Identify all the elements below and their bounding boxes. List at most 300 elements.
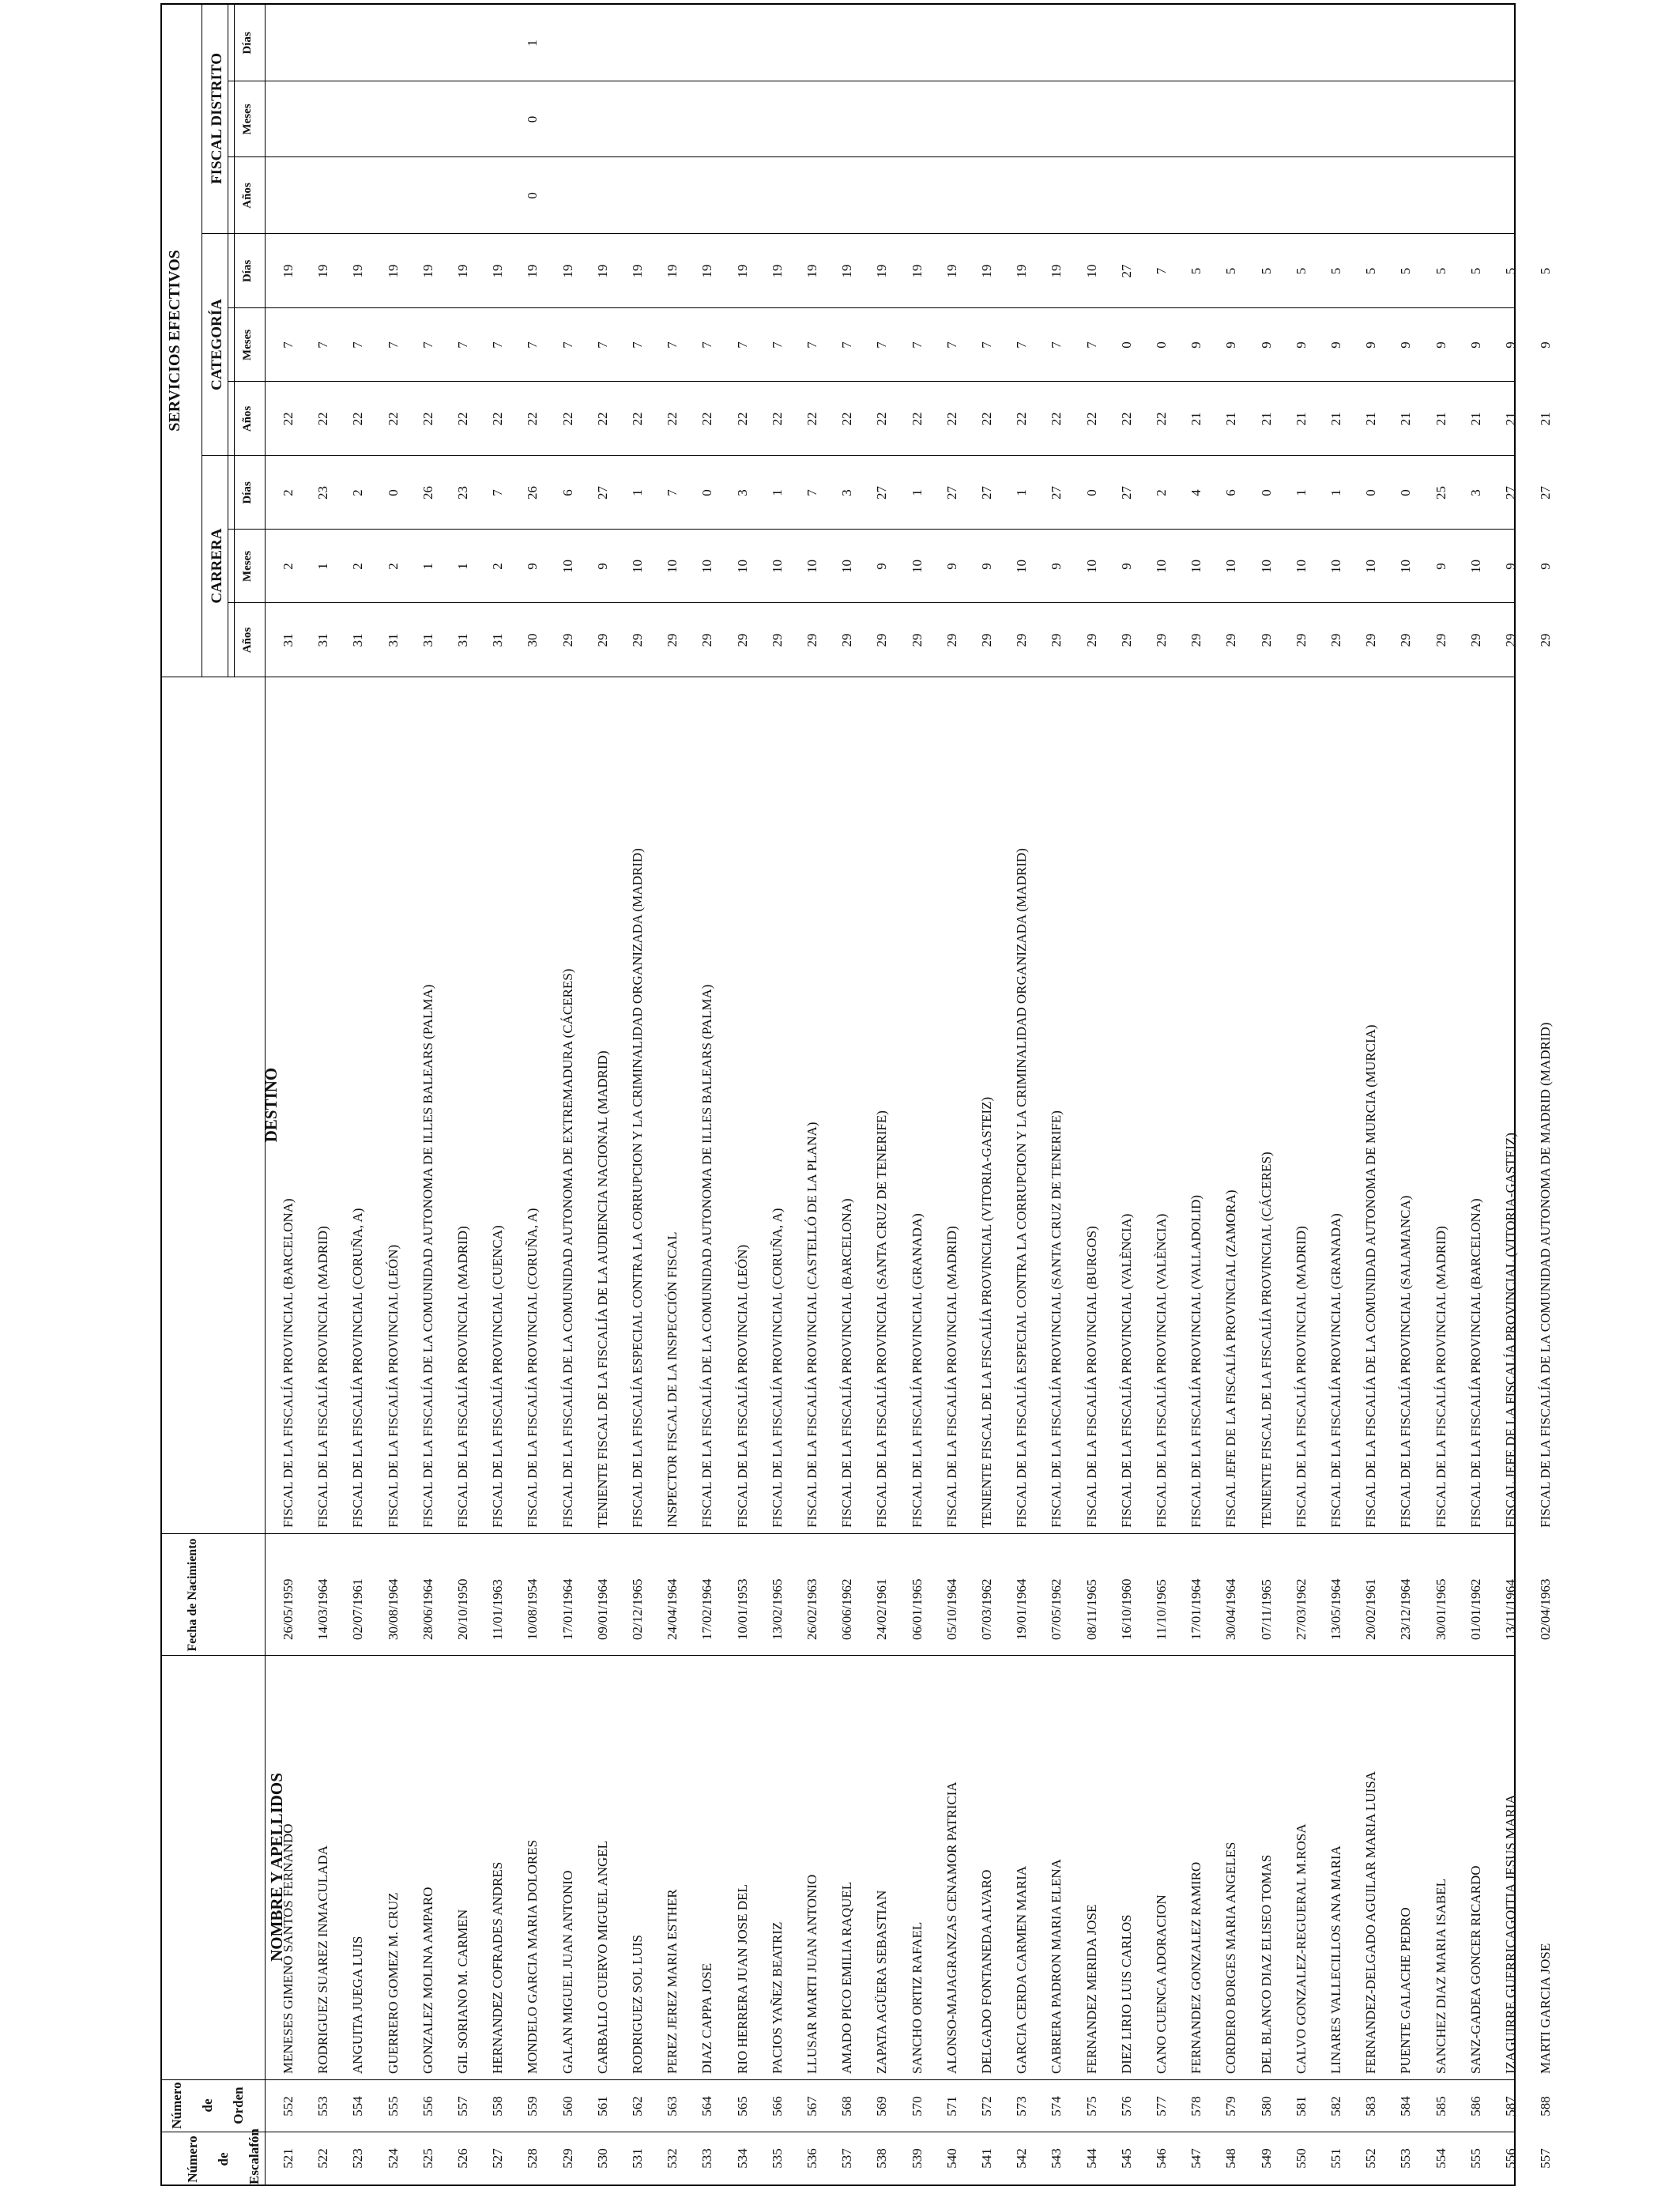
cell-categoria-dias: 19 [734, 264, 750, 278]
cell-destino: FISCAL DE LA FISCALÍA DE LA COMUNIDAD AUTONOMA DE ILLES BALEARS (PALMA) [420, 984, 435, 1528]
cell-num-orden: 552 [281, 2096, 296, 2117]
cell-categoria-dias: 19 [350, 264, 366, 278]
cell-fecha-nacimiento: 02/04/1963 [1538, 1578, 1554, 1640]
cell-destino: TENIENTE FISCAL DE LA FISCALÍA PROVINCIAL (VITORIA-GASTEIZ) [979, 1096, 994, 1528]
cell-destino: FISCAL JEFE DE LA FISCALÍA PROVINCIAL (ZAMORA) [1223, 1189, 1239, 1528]
cell-fecha-nacimiento: 08/11/1965 [1083, 1579, 1099, 1640]
cell-carrera-dias: 7 [665, 489, 680, 496]
cell-num-escalafon: 528 [525, 2148, 541, 2169]
cell-carrera-dias: 27 [1503, 486, 1518, 499]
cell-num-orden: 580 [1258, 2096, 1274, 2117]
cell-num-orden: 586 [1467, 2096, 1483, 2117]
cell-carrera-meses: 1 [455, 563, 470, 570]
cell-carrera-anos: 29 [804, 633, 819, 647]
cell-fecha-nacimiento: 02/12/1965 [630, 1578, 645, 1640]
header-categoria: CATEGORÍA [209, 299, 225, 390]
cell-nombre: PACIOS YAÑEZ BEATRIZ [769, 1921, 785, 2074]
cell-num-orden: 557 [455, 2096, 470, 2117]
cell-carrera-meses: 10 [769, 560, 785, 573]
cell-carrera-meses: 9 [525, 563, 541, 570]
cell-destino: FISCAL DE LA FISCALÍA ESPECIAL CONTRA LA CORRUPCION Y LA CRIMINALIDAD ORGANIZADA (MADRID) [1014, 848, 1030, 1528]
cell-carrera-anos: 29 [909, 633, 925, 647]
cell-carrera-anos: 31 [420, 633, 435, 647]
cell-carrera-dias: 27 [594, 486, 610, 499]
cell-categoria-anos: 22 [909, 412, 925, 426]
cell-destino: FISCAL DE LA FISCALÍA PROVINCIAL (LEÓN) [734, 1244, 750, 1528]
cell-num-orden: 584 [1398, 2096, 1414, 2117]
cell-num-escalafon: 522 [315, 2148, 331, 2169]
cell-num-escalafon: 533 [699, 2148, 715, 2169]
cell-categoria-meses: 9 [1538, 341, 1554, 349]
cell-carrera-anos: 29 [734, 633, 750, 647]
cell-carrera-meses: 9 [1538, 563, 1554, 570]
cell-carrera-anos: 29 [1188, 633, 1204, 647]
cell-categoria-anos: 22 [769, 412, 785, 426]
cell-categoria-anos: 21 [1188, 412, 1204, 426]
cell-fecha-nacimiento: 09/01/1964 [594, 1578, 610, 1640]
cell-fecha-nacimiento: 20/02/1961 [1363, 1578, 1379, 1640]
header-num-orden-l2: de [200, 2098, 215, 2113]
cell-categoria-meses: 7 [281, 341, 296, 349]
cell-carrera-anos: 29 [1118, 633, 1134, 647]
cell-carrera-anos: 29 [1467, 633, 1483, 647]
cell-carrera-meses: 9 [1118, 563, 1134, 570]
header-fecha: Fecha de Nacimiento [186, 1538, 199, 1652]
cell-categoria-dias: 5 [1398, 267, 1414, 275]
cell-carrera-meses: 10 [909, 560, 925, 573]
cell-num-orden: 573 [1014, 2096, 1030, 2117]
cell-categoria-anos: 22 [734, 412, 750, 426]
cell-fecha-nacimiento: 10/01/1953 [734, 1578, 750, 1640]
sub-header-meses: Meses [241, 329, 254, 361]
cell-num-orden: 567 [804, 2096, 819, 2117]
cell-carrera-dias: 27 [944, 486, 959, 499]
cell-nombre: CARBALLO CUERVO MIGUEL ANGEL [594, 1840, 610, 2074]
cell-categoria-meses: 7 [1049, 341, 1064, 349]
cell-carrera-anos: 29 [1503, 633, 1518, 647]
cell-num-escalafon: 532 [665, 2148, 680, 2169]
cell-fecha-nacimiento: 06/06/1962 [839, 1578, 855, 1640]
cell-carrera-meses: 9 [979, 563, 994, 570]
cell-categoria-anos: 22 [979, 412, 994, 426]
cell-num-orden: 572 [979, 2096, 994, 2117]
cell-categoria-meses: 7 [944, 341, 959, 349]
cell-carrera-anos: 29 [1538, 633, 1554, 647]
cell-nombre: CANO CUENCA ADORACION [1154, 1894, 1169, 2074]
cell-num-escalafon: 529 [559, 2148, 575, 2169]
cell-num-escalafon: 534 [734, 2148, 750, 2169]
cell-fecha-nacimiento: 07/03/1962 [979, 1578, 994, 1640]
cell-carrera-meses: 10 [630, 560, 645, 573]
cell-carrera-dias: 23 [315, 486, 331, 499]
cell-num-escalafon: 553 [1398, 2148, 1414, 2169]
cell-categoria-anos: 22 [594, 412, 610, 426]
cell-destino: FISCAL DE LA FISCALÍA PROVINCIAL (SALAMANCA) [1398, 1195, 1414, 1528]
cell-categoria-meses: 7 [594, 341, 610, 349]
cell-destino: FISCAL DE LA FISCALÍA PROVINCIAL (BARCELONA) [839, 1198, 855, 1528]
cell-categoria-meses: 7 [769, 341, 785, 349]
cell-num-orden: 577 [1154, 2096, 1169, 2117]
cell-carrera-meses: 9 [594, 563, 610, 570]
cell-destino: FISCAL DE LA FISCALÍA PROVINCIAL (CORUÑA, A) [769, 1208, 785, 1528]
cell-categoria-meses: 7 [734, 341, 750, 349]
header-num-escalafon-l2: de [216, 2152, 231, 2166]
cell-fecha-nacimiento: 30/01/1965 [1433, 1578, 1448, 1640]
cell-categoria-anos: 21 [1503, 412, 1518, 426]
cell-carrera-dias: 3 [734, 489, 750, 496]
cell-num-orden: 571 [944, 2096, 959, 2117]
cell-carrera-dias: 0 [1083, 489, 1099, 496]
header-nombre: NOMBRE Y APELLIDOS [267, 1773, 286, 1962]
cell-carrera-meses: 10 [1363, 560, 1379, 573]
cell-num-orden: 560 [559, 2096, 575, 2117]
cell-carrera-dias: 0 [1258, 489, 1274, 496]
sub-header-meses: Meses [241, 550, 254, 582]
cell-num-orden: 556 [420, 2096, 435, 2117]
cell-num-escalafon: 555 [1467, 2148, 1483, 2169]
cell-destino: INSPECTOR FISCAL DE LA INSPECCIÓN FISCAL [665, 1231, 680, 1528]
cell-categoria-anos: 22 [525, 412, 541, 426]
cell-categoria-dias: 19 [874, 264, 890, 278]
cell-num-orden: 575 [1083, 2096, 1099, 2117]
cell-categoria-meses: 7 [315, 341, 331, 349]
cell-carrera-anos: 29 [1363, 633, 1379, 647]
cell-carrera-meses: 2 [490, 563, 506, 570]
subcolumn-rule [228, 156, 1516, 157]
cell-num-escalafon: 526 [455, 2148, 470, 2169]
cell-categoria-anos: 22 [420, 412, 435, 426]
cell-categoria-meses: 9 [1398, 341, 1414, 349]
cell-carrera-dias: 1 [1328, 489, 1343, 496]
cell-carrera-dias: 3 [1467, 489, 1483, 496]
cell-num-orden: 585 [1433, 2096, 1448, 2117]
cell-carrera-anos: 29 [594, 633, 610, 647]
cell-num-orden: 588 [1538, 2096, 1554, 2117]
cell-num-escalafon: 521 [281, 2148, 296, 2169]
cell-carrera-meses: 10 [665, 560, 680, 573]
cell-categoria-anos: 22 [839, 412, 855, 426]
cell-num-orden: 561 [594, 2096, 610, 2117]
cell-carrera-meses: 9 [874, 563, 890, 570]
cell-nombre: DIEZ LIRIO LUIS CARLOS [1118, 1914, 1134, 2074]
cell-fecha-nacimiento: 23/12/1964 [1398, 1578, 1414, 1640]
cell-destino: FISCAL DE LA FISCALÍA PROVINCIAL (VALÈNCIA) [1118, 1213, 1134, 1528]
cell-nombre: FERNANDEZ MERIDA JOSE [1083, 1904, 1099, 2074]
cell-nombre: FERNANDEZ GONZALEZ RAMIRO [1188, 1861, 1204, 2074]
cell-carrera-dias: 0 [1363, 489, 1379, 496]
cell-categoria-meses: 7 [979, 341, 994, 349]
cell-categoria-dias: 19 [1049, 264, 1064, 278]
cell-fecha-nacimiento: 13/02/1965 [769, 1578, 785, 1640]
cell-categoria-meses: 9 [1363, 341, 1379, 349]
header-num-orden-l3: Orden [231, 2087, 246, 2124]
cell-num-escalafon: 539 [909, 2148, 925, 2169]
cell-fecha-nacimiento: 26/02/1963 [804, 1578, 819, 1640]
cell-categoria-anos: 21 [1467, 412, 1483, 426]
cell-categoria-dias: 5 [1363, 267, 1379, 275]
cell-destino: FISCAL DE LA FISCALÍA PROVINCIAL (MADRID) [1293, 1226, 1309, 1528]
cell-carrera-anos: 29 [944, 633, 959, 647]
sub-header-meses: Meses [241, 104, 254, 135]
cell-fecha-nacimiento: 30/04/1964 [1223, 1578, 1239, 1640]
cell-destino: FISCAL DE LA FISCALÍA ESPECIAL CONTRA LA CORRUPCION Y LA CRIMINALIDAD ORGANIZADA (MADRID) [630, 848, 645, 1528]
cell-destino: FISCAL DE LA FISCALÍA PROVINCIAL (CORUÑA, A) [350, 1208, 366, 1528]
sub-header-top-rule [234, 5, 235, 677]
cell-carrera-meses: 1 [315, 563, 331, 570]
cell-carrera-meses: 9 [1433, 563, 1448, 570]
cell-num-orden: 579 [1223, 2096, 1239, 2117]
cell-categoria-dias: 19 [420, 264, 435, 278]
cell-carrera-meses: 10 [1398, 560, 1414, 573]
cell-carrera-dias: 1 [909, 489, 925, 496]
sub-header-anos: Años [241, 405, 254, 432]
cell-fecha-nacimiento: 10/08/1954 [525, 1578, 541, 1640]
column-rule [160, 1655, 1516, 1656]
cell-carrera-anos: 30 [525, 633, 541, 647]
cell-categoria-anos: 22 [315, 412, 331, 426]
cell-fecha-nacimiento: 11/10/1965 [1154, 1579, 1169, 1640]
cell-carrera-dias: 27 [1049, 486, 1064, 499]
cell-carrera-anos: 29 [1398, 633, 1414, 647]
cell-carrera-meses: 10 [1258, 560, 1274, 573]
cell-num-escalafon: 523 [350, 2148, 366, 2169]
cell-fecha-nacimiento: 30/08/1964 [385, 1578, 401, 1640]
cell-nombre: AMADO PICO EMILIA RAQUEL [839, 1881, 855, 2074]
cell-carrera-anos: 29 [839, 633, 855, 647]
cell-carrera-dias: 23 [455, 486, 470, 499]
cell-categoria-anos: 21 [1328, 412, 1343, 426]
cell-categoria-meses: 7 [420, 341, 435, 349]
cell-num-escalafon: 535 [769, 2148, 785, 2169]
cell-nombre: RODRIGUEZ SUAREZ INMACULADA [315, 1845, 331, 2074]
cell-nombre: DELGADO FONTANEDA ALVARO [979, 1869, 994, 2074]
cell-destino: FISCAL DE LA FISCALÍA PROVINCIAL (LEÓN) [385, 1244, 401, 1528]
sub-header-dias: Días [241, 32, 254, 55]
cell-carrera-anos: 29 [559, 633, 575, 647]
sub-header-anos: Años [241, 183, 254, 209]
cell-categoria-dias: 5 [1467, 267, 1483, 275]
cell-carrera-dias: 0 [1398, 489, 1414, 496]
cell-categoria-dias: 19 [455, 264, 470, 278]
cell-nombre: IZAGUIRRE GUERRICAGOITIA JESUS MARIA [1503, 1794, 1518, 2074]
cell-categoria-anos: 22 [455, 412, 470, 426]
cell-carrera-dias: 1 [1014, 489, 1030, 496]
cell-carrera-meses: 10 [734, 560, 750, 573]
cell-carrera-dias: 27 [874, 486, 890, 499]
cell-categoria-anos: 22 [1118, 412, 1134, 426]
cell-categoria-dias: 19 [979, 264, 994, 278]
cell-destino: FISCAL DE LA FISCALÍA PROVINCIAL (GRANADA) [1328, 1213, 1343, 1528]
cell-nombre: GARCIA CERDA CARMEN MARIA [1014, 1865, 1030, 2074]
cell-categoria-anos: 21 [1293, 412, 1309, 426]
cell-carrera-dias: 1 [1293, 489, 1309, 496]
header-num-orden-l1: Número [169, 2082, 184, 2129]
cell-fecha-nacimiento: 24/02/1961 [874, 1578, 890, 1640]
cell-num-orden: 566 [769, 2096, 785, 2117]
cell-distrito-anos: 0 [525, 192, 541, 199]
cell-fecha-nacimiento: 11/01/1963 [490, 1579, 506, 1640]
cell-categoria-anos: 22 [1083, 412, 1099, 426]
cell-fecha-nacimiento: 05/10/1964 [944, 1578, 959, 1640]
sub-header-dias: Días [241, 259, 254, 283]
cell-categoria-dias: 19 [594, 264, 610, 278]
cell-carrera-dias: 7 [804, 489, 819, 496]
cell-carrera-dias: 2 [281, 489, 296, 496]
cell-carrera-meses: 10 [1014, 560, 1030, 573]
cell-categoria-meses: 7 [699, 341, 715, 349]
cell-carrera-anos: 29 [1049, 633, 1064, 647]
cell-categoria-dias: 19 [315, 264, 331, 278]
cell-num-escalafon: 544 [1083, 2148, 1099, 2169]
cell-nombre: MARTI GARCIA JOSE [1538, 1943, 1554, 2074]
cell-destino: FISCAL DE LA FISCALÍA PROVINCIAL (CASTELLÓ DE LA PLANA) [804, 1122, 819, 1528]
cell-num-escalafon: 530 [594, 2148, 610, 2169]
cell-nombre: MENESES GIMENO SANTOS FERNANDO [281, 1823, 296, 2074]
cell-destino: FISCAL DE LA FISCALÍA PROVINCIAL (BURGOS) [1083, 1226, 1099, 1528]
cell-carrera-meses: 10 [1188, 560, 1204, 573]
cell-categoria-dias: 19 [839, 264, 855, 278]
cell-categoria-dias: 19 [769, 264, 785, 278]
column-rule [160, 1533, 1516, 1534]
cell-num-escalafon: 550 [1293, 2148, 1309, 2169]
cell-num-orden: 562 [630, 2096, 645, 2117]
cell-num-orden: 570 [909, 2096, 925, 2117]
cell-carrera-meses: 10 [804, 560, 819, 573]
cell-categoria-anos: 21 [1433, 412, 1448, 426]
cell-categoria-dias: 19 [699, 264, 715, 278]
cell-nombre: CORDERO BORGES MARIA ANGELES [1223, 1842, 1239, 2074]
cell-carrera-dias: 6 [559, 489, 575, 496]
cell-fecha-nacimiento: 17/01/1964 [1188, 1578, 1204, 1640]
sub-header-dias: Días [241, 481, 254, 504]
cell-carrera-anos: 31 [350, 633, 366, 647]
cell-categoria-anos: 22 [699, 412, 715, 426]
cell-destino: FISCAL DE LA FISCALÍA PROVINCIAL (VALLADOLID) [1188, 1194, 1204, 1528]
cell-carrera-dias: 2 [350, 489, 366, 496]
cell-carrera-meses: 2 [281, 563, 296, 570]
cell-carrera-dias: 1 [769, 489, 785, 496]
cell-num-orden: 574 [1049, 2096, 1064, 2117]
cell-num-escalafon: 524 [385, 2148, 401, 2169]
cell-num-orden: 583 [1363, 2096, 1379, 2117]
cell-fecha-nacimiento: 28/06/1964 [420, 1578, 435, 1640]
cell-categoria-anos: 22 [804, 412, 819, 426]
cell-num-orden: 564 [699, 2096, 715, 2117]
cell-fecha-nacimiento: 07/11/1965 [1258, 1579, 1274, 1640]
cell-num-orden: 559 [525, 2096, 541, 2117]
cell-carrera-meses: 2 [350, 563, 366, 570]
cell-categoria-anos: 21 [1258, 412, 1274, 426]
cell-num-escalafon: 556 [1503, 2148, 1518, 2169]
cell-categoria-dias: 19 [385, 264, 401, 278]
cell-categoria-anos: 21 [1223, 412, 1239, 426]
cell-categoria-dias: 19 [490, 264, 506, 278]
cell-destino: FISCAL DE LA FISCALÍA PROVINCIAL (VALÈNCIA) [1154, 1213, 1169, 1528]
cell-carrera-dias: 0 [385, 489, 401, 496]
cell-carrera-dias: 2 [1154, 489, 1169, 496]
cell-num-escalafon: 547 [1188, 2148, 1204, 2169]
header-num-escalafon-l3: Escalafón [247, 2128, 262, 2185]
cell-nombre: SANZ-GADEA GONCER RICARDO [1467, 1865, 1483, 2074]
cell-nombre: SANCHEZ DIAZ MARIA ISABEL [1433, 1879, 1448, 2074]
cell-num-escalafon: 538 [874, 2148, 890, 2169]
cell-num-orden: 558 [490, 2096, 506, 2117]
cell-categoria-meses: 7 [839, 341, 855, 349]
cell-carrera-anos: 29 [630, 633, 645, 647]
cell-destino: FISCAL DE LA FISCALÍA PROVINCIAL (MADRID) [1433, 1226, 1448, 1528]
cell-carrera-anos: 29 [1083, 633, 1099, 647]
cell-carrera-meses: 10 [1223, 560, 1239, 573]
cell-categoria-anos: 22 [559, 412, 575, 426]
cell-carrera-dias: 27 [1118, 486, 1134, 499]
cell-carrera-dias: 27 [979, 486, 994, 499]
cell-destino: FISCAL DE LA FISCALÍA PROVINCIAL (GRANADA) [909, 1213, 925, 1528]
cell-carrera-anos: 29 [874, 633, 890, 647]
cell-num-escalafon: 542 [1014, 2148, 1030, 2169]
cell-nombre: CALVO GONZALEZ-REGUERAL M.ROSA [1293, 1823, 1309, 2074]
cell-categoria-anos: 22 [1154, 412, 1169, 426]
cell-carrera-dias: 0 [699, 489, 715, 496]
cell-categoria-anos: 22 [281, 412, 296, 426]
cell-fecha-nacimiento: 02/07/1961 [350, 1578, 366, 1640]
cell-nombre: DEL BLANCO DIAZ ELISEO TOMAS [1258, 1854, 1274, 2074]
cell-destino: FISCAL DE LA FISCALÍA PROVINCIAL (BARCELONA) [1467, 1198, 1483, 1528]
cell-carrera-anos: 31 [315, 633, 331, 647]
cell-destino: FISCAL DE LA FISCALÍA PROVINCIAL (BARCELONA) [281, 1198, 296, 1528]
header-num-escalafon [162, 2128, 263, 2185]
cell-nombre: ALONSO-MAJAGRANZAS CENAMOR PATRICIA [944, 1781, 959, 2074]
cell-fecha-nacimiento: 24/04/1964 [665, 1578, 680, 1640]
cell-num-escalafon: 541 [979, 2148, 994, 2169]
cell-carrera-dias: 1 [630, 489, 645, 496]
cell-fecha-nacimiento: 01/01/1962 [1467, 1578, 1483, 1640]
cell-num-escalafon: 537 [839, 2148, 855, 2169]
cell-categoria-dias: 19 [909, 264, 925, 278]
cell-carrera-dias: 25 [1433, 486, 1448, 499]
cell-nombre: ANGUITA JUEGA LUIS [350, 1936, 366, 2074]
cell-destino: FISCAL DE LA FISCALÍA PROVINCIAL (MADRID) [455, 1226, 470, 1528]
cell-carrera-meses: 10 [1467, 560, 1483, 573]
cell-fecha-nacimiento: 13/05/1964 [1328, 1578, 1343, 1640]
cell-fecha-nacimiento: 17/02/1964 [699, 1578, 715, 1640]
cell-carrera-meses: 10 [1328, 560, 1343, 573]
cell-carrera-anos: 29 [769, 633, 785, 647]
cell-destino: FISCAL DE LA FISCALÍA DE LA COMUNIDAD AUTONOMA DE MURCIA (MURCIA) [1363, 1024, 1379, 1528]
cell-num-escalafon: 525 [420, 2148, 435, 2169]
header-servicios-efectivos: SERVICIOS EFECTIVOS [166, 250, 183, 432]
cell-categoria-dias: 5 [1328, 267, 1343, 275]
cell-fecha-nacimiento: 26/05/1959 [281, 1578, 296, 1640]
cell-carrera-meses: 9 [944, 563, 959, 570]
cell-destino: FISCAL DE LA FISCALÍA DE LA COMUNIDAD AUTONOMA DE ILLES BALEARS (PALMA) [699, 984, 715, 1528]
cell-destino: FISCAL DE LA FISCALÍA DE LA COMUNIDAD AUTONOMA DE EXTREMADURA (CÁCERES) [559, 968, 575, 1528]
cell-categoria-anos: 22 [1049, 412, 1064, 426]
cell-carrera-anos: 29 [1223, 633, 1239, 647]
cell-destino: FISCAL DE LA FISCALÍA DE LA COMUNIDAD AUTONOMA DE MADRID (MADRID) [1538, 1022, 1554, 1528]
cell-carrera-anos: 29 [979, 633, 994, 647]
cell-num-orden: 553 [315, 2096, 331, 2117]
cell-categoria-meses: 7 [385, 341, 401, 349]
cell-fecha-nacimiento: 17/01/1964 [559, 1578, 575, 1640]
cell-categoria-meses: 9 [1258, 341, 1274, 349]
cell-num-orden: 581 [1293, 2096, 1309, 2117]
cell-categoria-anos: 21 [1398, 412, 1414, 426]
cell-num-orden: 576 [1118, 2096, 1134, 2117]
cell-carrera-meses: 10 [839, 560, 855, 573]
cell-categoria-anos: 22 [665, 412, 680, 426]
cell-destino: TENIENTE FISCAL DE LA FISCALÍA DE LA AUDIENCIA NACIONAL (MADRID) [594, 1050, 610, 1528]
cell-nombre: SANCHO ORTIZ RAFAEL [909, 1921, 925, 2074]
